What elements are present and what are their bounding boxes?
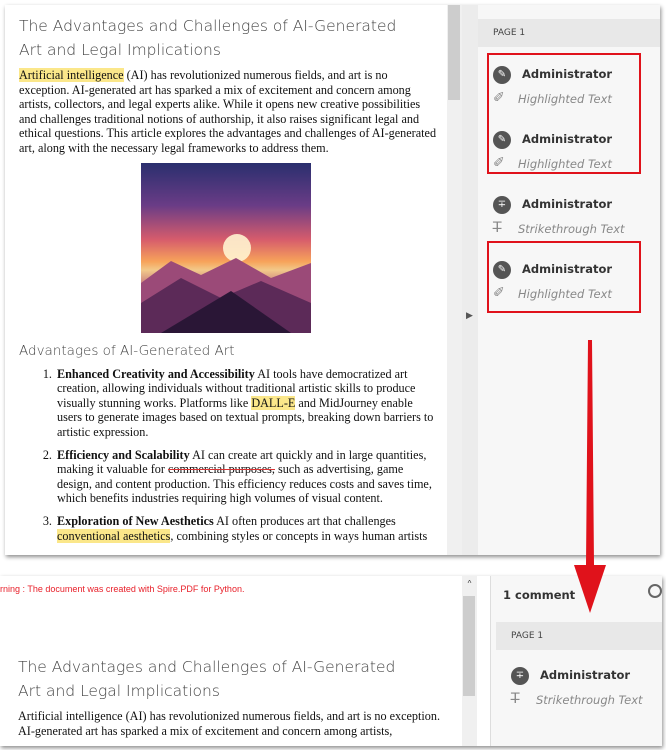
highlighter-icon: ✎ [493, 66, 511, 84]
highlighted-text[interactable]: conventional aesthetics [57, 528, 171, 543]
document-title: The Advantages and Challenges of AI-Generated Art and Legal Implications [19, 17, 397, 59]
vertical-scrollbar[interactable] [447, 5, 462, 555]
down-arrow-icon [570, 340, 610, 615]
comment-item[interactable]: ✎ Administrator ✐ Highlighted Text [493, 132, 613, 171]
strikethrough-icon: ∓ [493, 196, 511, 214]
scrollbar-thumb[interactable] [448, 5, 460, 100]
highlighter-icon: ✐ [493, 155, 505, 171]
page-header: PAGE 1 [496, 622, 662, 650]
comment-item[interactable]: ∓ Administrator T̶ Strikethrough Text [511, 668, 643, 707]
panel-toggle[interactable] [462, 5, 478, 555]
strikethrough-icon: ∓ [511, 667, 529, 685]
highlighter-icon: ✎ [493, 131, 511, 149]
strikethrough-text[interactable]: commercial purposes, [168, 462, 275, 477]
page-header: PAGE 1 [478, 19, 660, 47]
scrollbar-thumb[interactable] [463, 596, 475, 696]
advantages-list [55, 367, 439, 544]
artwork-image [141, 163, 311, 333]
intro-paragraph: Artificial intelligence (AI) has revolutionized numerous fields, and art is no exception. AI-generated art has sparked a mix of excitement and concern among artists, collectors, and legal experts alike. While it opens new creative possibilities and challenges traditional notions of authorship, it also raises significant legal and ethical questions. This article explores the advantages and challenges of AI-generated art, along with the necessary legal frameworks to address them. [19, 68, 437, 155]
paragraph-line: Artificial intelligence (AI) has revolutionized numerous fields, and art is no exception. [18, 709, 441, 723]
section-heading: Advantages of AI-Generated Art [19, 342, 235, 359]
highlighter-icon: ✐ [493, 285, 505, 301]
comment-item[interactable]: ✎ Administrator ✐ Highlighted Text [493, 262, 613, 301]
vertical-scrollbar[interactable] [462, 576, 477, 746]
document-page [5, 5, 447, 555]
list-item: 1. Enhanced Creativity and Accessibility AI tools have democratized art creation, allowing individuals without traditional artistic skills to produce visually stunning works. Platforms like DALL-E and MidJourney enable users to generate images based on textual prompts, breaking down barriers to artistic expression. [55, 367, 439, 440]
comment-count: 1 comment [503, 588, 576, 602]
callout-box [487, 241, 641, 313]
highlighter-icon: ✎ [493, 261, 511, 279]
comment-item[interactable]: ✎ Administrator ✐ Highlighted Text [493, 67, 613, 106]
evaluation-warning: rning : The document was created with Spire.PDF for Python. [0, 584, 245, 594]
scroll-up-icon[interactable]: ^ [467, 579, 472, 588]
strikethrough-icon: T̶ [493, 220, 502, 236]
search-icon[interactable] [648, 584, 662, 598]
list-item: 3. Exploration of New Aesthetics AI often produces art that challenges conventional aesthetics, combining styles or concepts in ways human artists [55, 514, 439, 543]
highlighted-text[interactable]: Artificial intelligence [19, 68, 124, 82]
highlighted-text[interactable]: DALL-E [251, 395, 296, 410]
result-pdf-view [0, 576, 662, 746]
comment-item[interactable]: ∓ Administrator T̶ Strikethrough Text [493, 197, 625, 236]
callout-box [487, 53, 641, 174]
highlighter-icon: ✐ [493, 90, 505, 106]
expand-arrow-icon[interactable]: ▶ [466, 310, 473, 320]
paragraph-line: AI-generated art has sparked a mix of excitement and concern among artists, [18, 723, 393, 738]
list-item: 2. Efficiency and Scalability AI can create art quickly and in large quantities, making it valuable for commercial purposes, such as advertising, game design, and content production. This efficiency reduces costs and saves time, which benefits industries requiring high volumes of visual content. [55, 448, 439, 506]
document-title: The Advantages and Challenges of AI-Generated Art and Legal Implications [18, 658, 396, 700]
strikethrough-icon: T̶ [511, 691, 520, 707]
